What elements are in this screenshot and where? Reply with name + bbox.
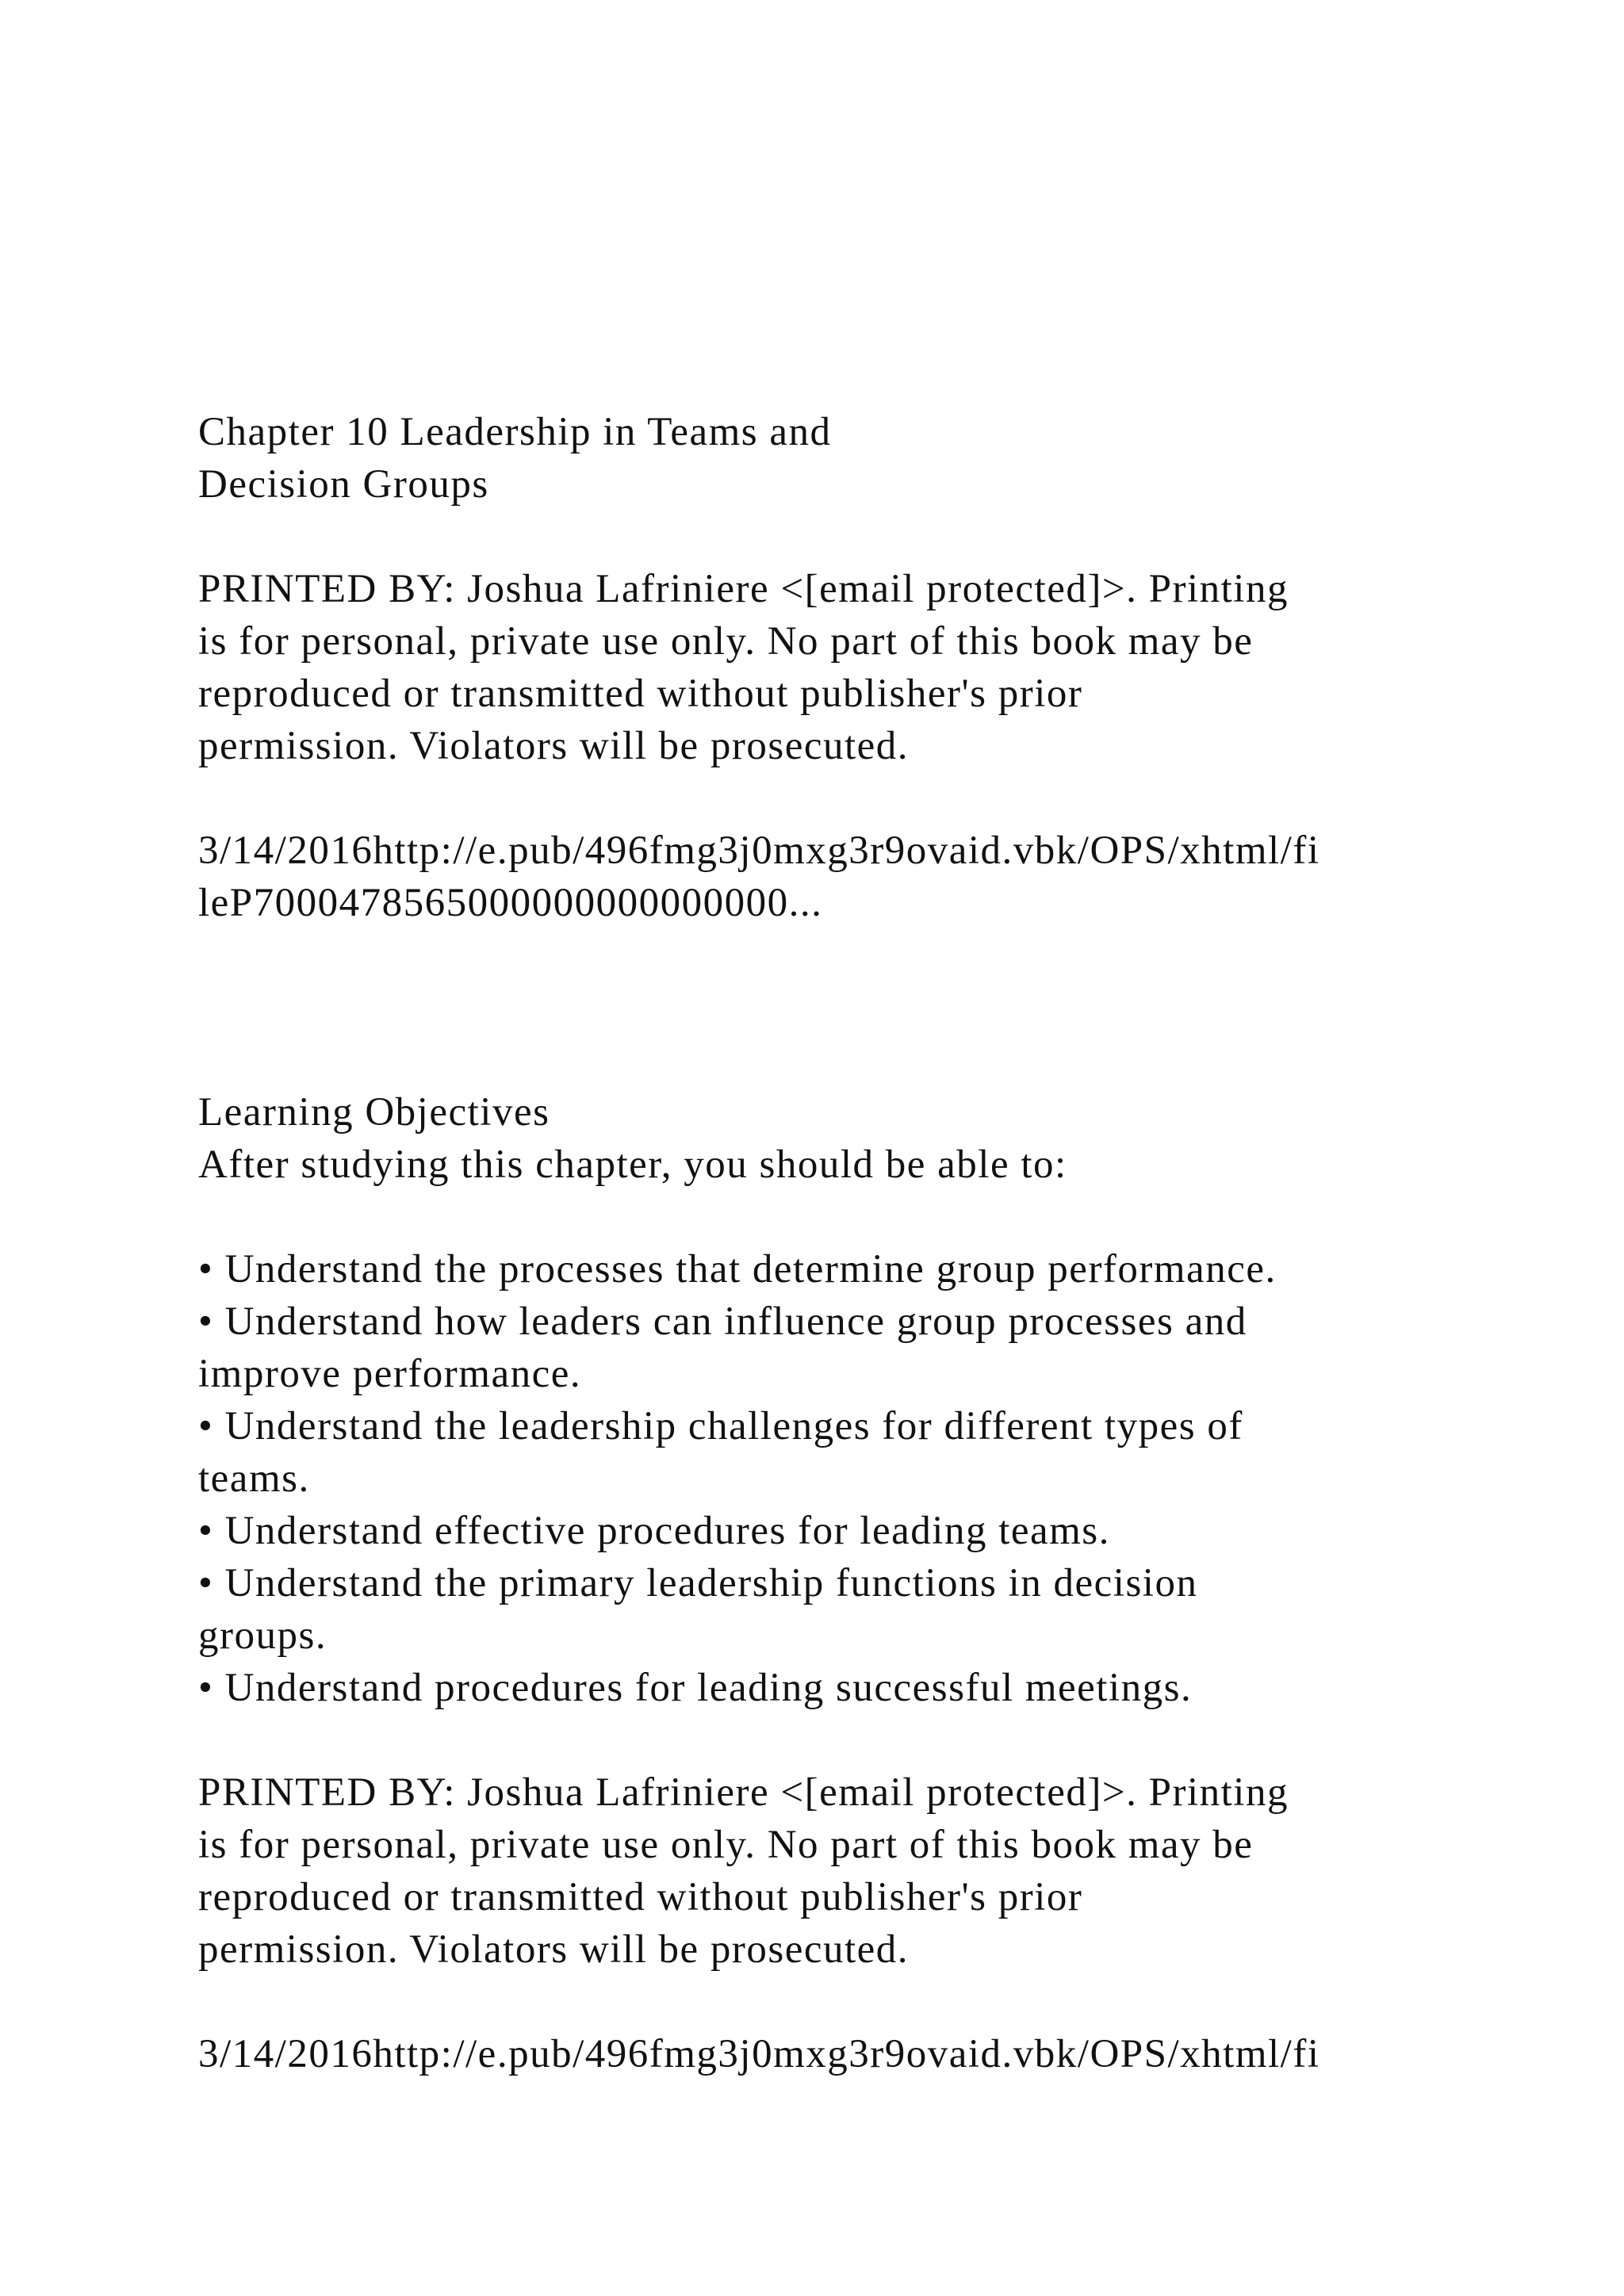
chapter-title-line-2: Decision Groups [198,462,489,507]
print-notice-line-1: PRINTED BY: Joshua Lafriniere <[email protected]>. Printing [198,567,1289,611]
objective-line: • Understand effective procedures for leading teams. [198,1509,1110,1553]
source-url-line-2: leP7000478565000000000000000... [198,881,823,925]
objective-line: groups. [198,1613,327,1658]
print-notice-line-4: permission. Violators will be prosecuted. [198,724,910,768]
objectives-heading: Learning Objectives [198,1090,550,1135]
source-url-line-1: 3/14/2016http://e.pub/496fmg3j0mxg3r9ovaid.vbk/OPS/xhtml/fi [198,2032,1320,2076]
print-notice-line-3: reproduced or transmitted without publisher's prior [198,1875,1083,1919]
print-notice-line-2: is for personal, private use only. No part of this book may be [198,619,1254,664]
objective-line: improve performance. [198,1352,582,1396]
objectives-intro: After studying this chapter, you should be able to: [198,1142,1067,1187]
chapter-title-line-1: Chapter 10 Leadership in Teams and [198,410,832,454]
print-notice-line-4: permission. Violators will be prosecuted. [198,1927,910,1972]
print-notice-line-2: is for personal, private use only. No part of this book may be [198,1823,1254,1867]
objective-line: • Understand the primary leadership functions in decision [198,1561,1198,1605]
objective-line: • Understand procedures for leading successful meetings. [198,1666,1193,1710]
objective-line: • Understand the leadership challenges for different types of [198,1404,1243,1448]
print-notice-line-3: reproduced or transmitted without publisher's prior [198,672,1083,716]
source-url-line-1: 3/14/2016http://e.pub/496fmg3j0mxg3r9ovaid.vbk/OPS/xhtml/fi [198,828,1320,873]
objective-line: • Understand the processes that determine group performance. [198,1247,1277,1292]
objective-line: • Understand how leaders can influence group processes and [198,1299,1247,1344]
print-notice-line-1: PRINTED BY: Joshua Lafriniere <[email protected]>. Printing [198,1770,1289,1815]
objective-line: teams. [198,1456,310,1501]
